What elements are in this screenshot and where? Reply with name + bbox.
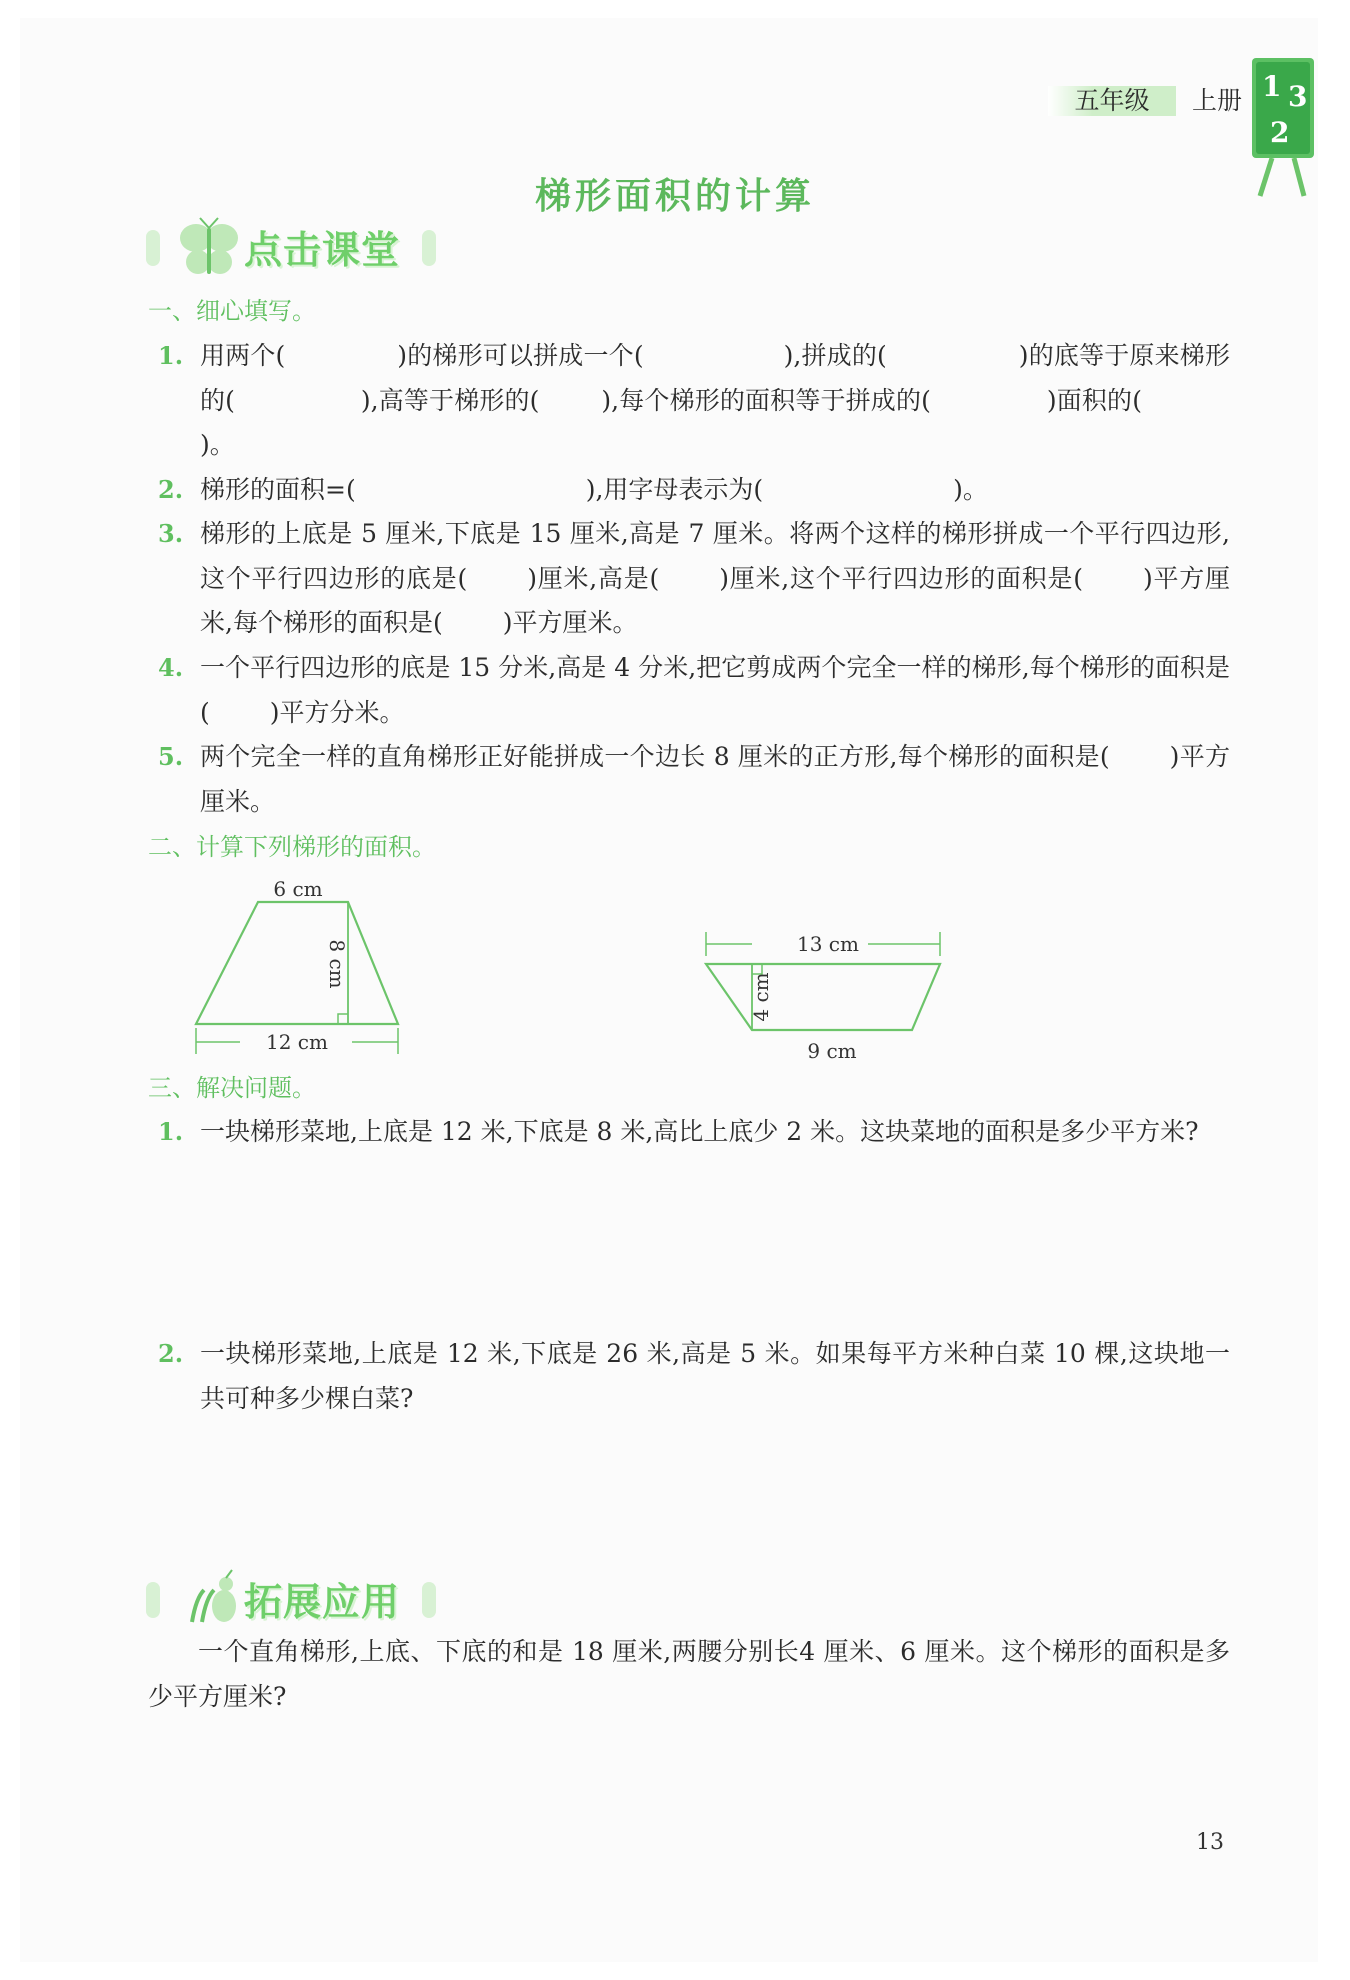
text-segment: )的底等于原来梯形的( bbox=[200, 341, 1230, 415]
item-number: 2. bbox=[158, 475, 184, 504]
text-segment: ),高等于梯形的( bbox=[360, 385, 540, 415]
section-banner-extension bbox=[146, 1574, 446, 1630]
trapezoid-2-bottom-label: 9 cm bbox=[807, 1039, 857, 1063]
right-angle-mark bbox=[338, 1014, 348, 1024]
text-segment: )平方厘米。 bbox=[200, 742, 1230, 816]
trapezoid-2-shape bbox=[706, 964, 940, 1030]
answer-area-2[interactable] bbox=[200, 1424, 1230, 1554]
item-number: 1. bbox=[158, 1117, 184, 1146]
trapezoid-1-top-label: 6 cm bbox=[273, 877, 323, 901]
grade-label: 五年级 bbox=[1048, 86, 1176, 116]
extension-problem-text: 一个直角梯形,上底、下底的和是 18 厘米,两腰分别长4 厘米、6 厘米。这个梯形的面积是多少平方厘米? bbox=[148, 1637, 1230, 1711]
lesson-title: 梯形面积的计算 bbox=[534, 176, 815, 217]
text-segment: ),拼成的( bbox=[783, 341, 887, 370]
item-number: 1. bbox=[158, 341, 184, 370]
trapezoid-1-shape bbox=[196, 902, 398, 1024]
banner-left-bracket bbox=[146, 1582, 160, 1618]
trapezoid-figure-2 bbox=[690, 920, 960, 1070]
banner-right-bracket bbox=[422, 1582, 436, 1618]
fill-item-3 bbox=[158, 512, 1230, 646]
text-segment: ),用字母表示为( bbox=[585, 475, 764, 504]
fill-item-5 bbox=[158, 735, 1230, 824]
text-segment: )厘米,高是( bbox=[527, 563, 660, 593]
text-segment: )的梯形可以拼成一个( bbox=[397, 341, 644, 370]
text-segment: 一个平行四边形的底是 15 分米,高是 4 分米,把它剪成两个完全一样的梯形,每个梯形的面积是( bbox=[200, 653, 1230, 727]
logo-digit-1: 1 bbox=[1262, 70, 1282, 103]
extension-problem bbox=[148, 1630, 1230, 1719]
part2-heading: 二、计算下列梯形的面积。 bbox=[148, 833, 436, 861]
answer-area-3[interactable] bbox=[148, 1730, 1228, 1820]
fill-item-1 bbox=[158, 334, 1230, 468]
text-segment: 两个完全一样的直角梯形正好能拼成一个边长 8 厘米的正方形,每个梯形的面积是( bbox=[200, 742, 1110, 771]
item-number: 4. bbox=[158, 653, 184, 682]
item-number: 3. bbox=[158, 519, 184, 548]
section-title-extension: 拓展应用 bbox=[244, 1580, 401, 1624]
text-segment: )。 bbox=[953, 475, 988, 504]
section-banner-classroom bbox=[146, 222, 446, 278]
item-number: 5. bbox=[158, 742, 184, 771]
part3-heading: 三、解决问题。 bbox=[148, 1074, 316, 1102]
trapezoid-2-top-label: 13 cm bbox=[797, 932, 859, 956]
fill-item-4 bbox=[158, 646, 1230, 735]
trapezoid-1-bottom-label: 12 cm bbox=[266, 1030, 328, 1054]
word-problem-1 bbox=[158, 1110, 1230, 1155]
trapezoid-figure-1 bbox=[180, 874, 420, 1064]
bee-icon bbox=[174, 1568, 244, 1634]
text-segment: 梯形的面积=( bbox=[200, 475, 356, 504]
section-title-classroom: 点击课堂 bbox=[244, 228, 401, 272]
answer-area-1[interactable] bbox=[200, 1200, 1230, 1320]
problem-text: 一块梯形菜地,上底是 12 米,下底是 8 米,高比上底少 2 米。这块菜地的面积是多少平方米? bbox=[200, 1117, 1199, 1146]
trapezoid-2-height-label: 4 cm bbox=[749, 972, 773, 1022]
problem-text: 一块梯形菜地,上底是 12 米,下底是 26 米,高是 5 米。如果每平方米种白菜 10 棵,这块地一共可种多少棵白菜? bbox=[200, 1339, 1230, 1413]
text-segment: )平方厘米。 bbox=[502, 608, 638, 637]
trapezoid-1-height-label: 8 cm bbox=[325, 939, 349, 989]
fill-item-2 bbox=[158, 468, 1230, 513]
text-segment: )。 bbox=[200, 430, 235, 459]
text-segment: ),每个梯形的面积等于拼成的( bbox=[601, 385, 931, 415]
part1-heading: 一、细心填写。 bbox=[148, 297, 316, 325]
butterfly-icon bbox=[174, 216, 244, 282]
text-segment: 用两个( bbox=[200, 341, 286, 370]
volume-label: 上册 bbox=[1192, 87, 1243, 115]
text-segment: )平方分米。 bbox=[269, 697, 405, 727]
logo-digit-3: 3 bbox=[1288, 80, 1308, 113]
text-segment: )厘米,这个平行四边形的面积是( bbox=[719, 563, 1083, 593]
text-segment: )平方厘米,每个梯形的面积是( bbox=[200, 563, 1230, 637]
text-segment: 梯形的上底是 5 厘米,下底是 15 厘米,高是 7 厘米。将两个这样的梯形拼成一个平行四边形,这个平行四边形的底是( bbox=[200, 519, 1230, 593]
banner-right-bracket bbox=[422, 230, 436, 266]
page-number: 13 bbox=[1196, 1830, 1224, 1855]
logo-digit-2: 2 bbox=[1270, 116, 1290, 149]
item-number: 2. bbox=[158, 1339, 184, 1368]
word-problem-2 bbox=[158, 1332, 1230, 1421]
text-segment: )面积的( bbox=[1046, 385, 1142, 415]
banner-left-bracket bbox=[146, 230, 160, 266]
